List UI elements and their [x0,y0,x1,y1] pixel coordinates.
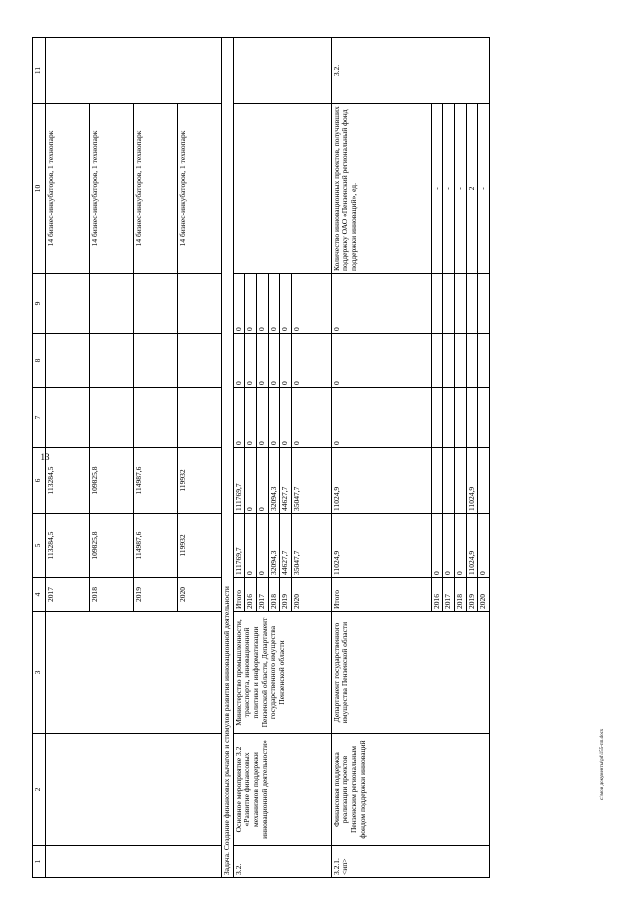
value-cell: 109825,8 [90,514,134,578]
value-cell: 111769,7 [233,448,245,514]
value-cell: 0 [233,388,245,448]
value-cell: 11024,9 [466,514,478,578]
task-title: Задача. Создание финансовых рычагов и стимулов развития инновационной деятельности [222,38,234,878]
header-cell: 1 [33,846,46,878]
header-cell: 6 [33,448,46,514]
value-cell: 0 [280,334,292,388]
value-cell: 0 [268,334,280,388]
header-cell: 5 [33,514,46,578]
value-cell: 11024,9 [331,514,431,578]
footer-file-path: c:\мои документы\рd\155-пп.docx [600,728,605,800]
value-cell: 0 [256,388,268,448]
year-cell: 2018 [90,578,134,612]
year-cell: 2018 [268,578,280,612]
value-cell: 44627,7 [280,448,292,514]
executor: Департамент государственного имущества Пензенской области [331,612,489,734]
value-cell: 44627,7 [280,514,292,578]
indicator-value: - [478,104,490,274]
header-cell: 10 [33,104,46,274]
value-cell: 0 [280,274,292,334]
year-cell: 2016 [245,578,257,612]
year-cell: 2016 [431,578,443,612]
value-cell: 0 [256,334,268,388]
value-cell: 109825,8 [90,448,134,514]
value-cell: 35047,7 [291,514,331,578]
value-cell: 111769,7 [233,514,245,578]
year-cell: 2018 [455,578,467,612]
value-cell: 113284,5 [46,514,90,578]
value-cell: 35047,7 [291,448,331,514]
year-cell: 2020 [178,578,222,612]
header-cell: 3 [33,612,46,734]
value-cell: 32094,3 [268,514,280,578]
value-cell: 11024,9 [466,448,478,514]
value-cell: 0 [233,334,245,388]
item-number: 3.2. [233,846,331,878]
value-cell: 0 [245,334,257,388]
value-cell: 0 [245,448,257,514]
item-name: Финансовая поддержка реализации проектов Пензенским региональным фондом поддержки инноваций [331,734,489,846]
value-cell: 0 [291,274,331,334]
indicator-cell: 14 бизнес-инкубаторов, 1 технопарк [90,104,134,274]
year-cell: 2019 [134,578,178,612]
value-cell: 32094,3 [268,448,280,514]
value-cell: 0 [431,514,443,578]
table-row [46,38,90,878]
value-cell: 0 [331,274,431,334]
value-cell: 119932 [178,514,222,578]
value-cell: 0 [233,274,245,334]
year-cell: 2019 [466,578,478,612]
year-cell: Итого [233,578,245,612]
year-cell: 2017 [46,578,90,612]
indicator-cell: 14 бизнес-инкубаторов, 1 технопарк [134,104,178,274]
value-cell: 114987,6 [134,514,178,578]
indicator-cell: 14 бизнес-инкубаторов, 1 технопарк [178,104,222,274]
rotated-table-container [32,38,640,878]
indicator-value: 2 [466,104,478,274]
page-number: 13 [40,452,50,462]
indicator-value: - [431,104,443,274]
value-cell: 0 [268,388,280,448]
value-cell: 0 [455,514,467,578]
value-cell: 0 [291,388,331,448]
year-cell: 2017 [256,578,268,612]
value-cell: 119932 [178,448,222,514]
year-cell: 2020 [478,578,490,612]
value-cell: 0 [291,334,331,388]
value-cell: 0 [245,388,257,448]
indicator-value: - [455,104,467,274]
value-cell: 0 [256,448,268,514]
value-cell: 0 [245,514,257,578]
item-number: 3.2.1. <ип> [331,846,489,878]
task-row [222,38,234,878]
value-cell: 0 [280,388,292,448]
executor: Министерство промышленности, транспорта, инновационной политики и информатизации Пензенской области, Департамент государственного имущества Пензенской области [233,612,331,734]
year-cell: 2019 [280,578,292,612]
year-cell: 2020 [291,578,331,612]
header-cell: 4 [33,578,46,612]
table-row [233,38,245,878]
value-cell: 0 [331,334,431,388]
year-cell: 2017 [443,578,455,612]
value-cell: 0 [256,514,268,578]
header-cell: 9 [33,274,46,334]
header-cell: 2 [33,734,46,846]
indicator-ref: 3.2. [331,38,489,104]
value-cell: 0 [443,514,455,578]
header-cell: 8 [33,334,46,388]
indicator-cell: 14 бизнес-инкубаторов, 1 технопарк [46,104,90,274]
program-table [32,37,490,878]
item-name: Основное мероприятие 3.2 «Развитие финансовых механизмов поддержки инновационной деятельности» [233,734,331,846]
value-cell: 114987,6 [134,448,178,514]
value-cell: 0 [256,274,268,334]
value-cell: 0 [268,274,280,334]
value-cell: 0 [245,274,257,334]
value-cell: 11024,9 [331,448,431,514]
value-cell: 0 [331,388,431,448]
value-cell: 113284,5 [46,448,90,514]
value-cell: 0 [478,514,490,578]
indicator-cell: Количество инновационных проектов, получивших поддержку ОАО «Пензенский региональный фонд поддержки инноваций», ед. [331,104,431,274]
header-row [33,38,46,878]
header-cell: 11 [33,38,46,104]
indicator-value: - [443,104,455,274]
table-row [331,38,431,878]
year-cell: Итого [331,578,431,612]
header-cell: 7 [33,388,46,448]
